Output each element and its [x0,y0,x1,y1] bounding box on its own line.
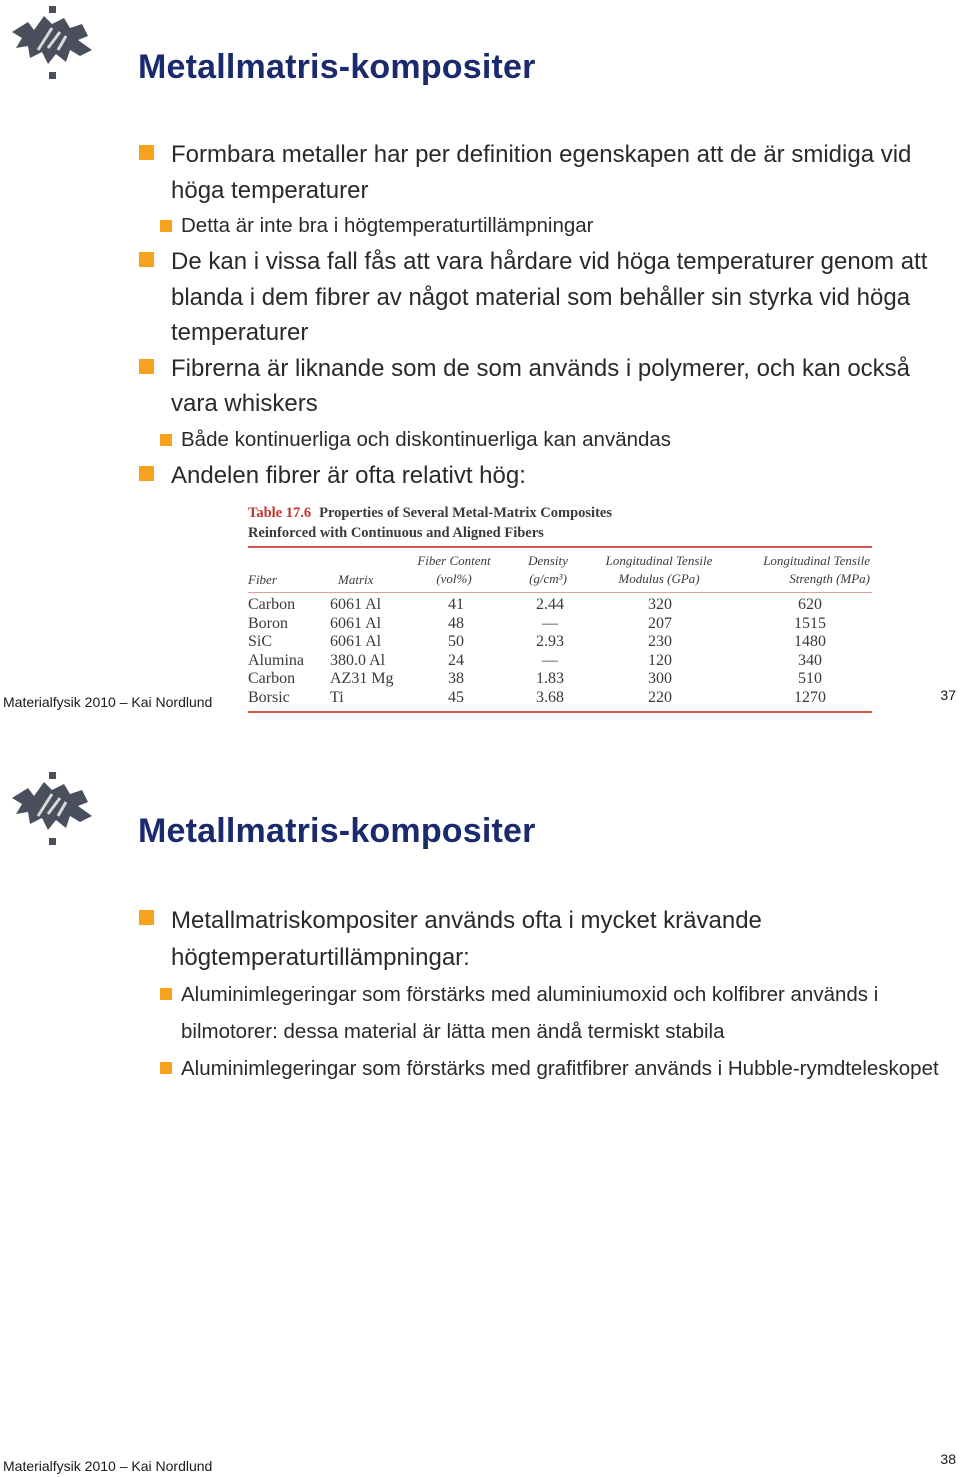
table-cell: 1515 [794,614,826,632]
footer-text: Materialfysik 2010 – Kai Nordlund [3,694,213,710]
table-cell: 380.0 Al [330,651,386,669]
table-cell: 50 [448,633,464,651]
table-cell: 320 [648,596,672,613]
table-cell: Ti [330,688,344,706]
table-cell: 45 [448,688,464,706]
header-matrix: Matrix [338,572,374,587]
page-number: 37 [940,687,956,703]
sub-bullet-item: Aluminimlegeringar som förstärks med aluminiumoxid och kolfibrer används i bilmotorer: dessa material är lätta men ändå termiskt stabila [105,976,948,1050]
col-matrix [330,596,394,708]
sub-bullet-item: Både kontinuerliga och diskontinuerliga kan användas [105,422,948,458]
properties-table-figure [248,501,872,715]
table-number: Table 17.6 [248,505,312,521]
table-cell: 2.44 [536,596,564,613]
header-density-l2: (g/cm³) [529,571,567,586]
table-caption [248,503,612,543]
header-modulus-l1: Longitudinal Tensile [605,553,713,568]
table-bottom-rule [248,711,872,713]
table-cell: 48 [448,614,464,632]
table-top-rule [248,546,872,548]
table-cell: 24 [448,651,464,669]
bullet-item: Andelen fibrer är ofta relativt hög: [138,458,948,494]
col-strength [794,596,826,708]
header-fiber: Fiber [248,572,277,587]
table-cell: 41 [448,596,464,613]
table-cell: Boron [248,614,288,632]
header-modulus [596,552,722,588]
table-caption-line2: Reinforced with Continuous and Aligned Fibers [248,525,544,541]
header-density-l1: Density [528,553,568,568]
table-header-rule [248,592,872,593]
bullet-item: De kan i vissa fall fås att vara hårdare vid höga temperaturer genom att blanda i dem fibrer av något material som behåller sin styrka vid höga temperaturer [138,244,948,351]
table-cell: 6061 Al [330,633,382,651]
col-content [446,596,466,708]
table-cell: 510 [798,670,822,688]
university-logo-icon [8,2,96,84]
bullet-item: Formbara metaller har per definition egenskapen att de är smidiga vid höga temperaturer [138,137,948,208]
col-fiber [248,596,304,708]
table-cell: 1480 [794,633,826,651]
bullet-list [138,902,948,1087]
slide-title: Metallmatris-kompositer [138,48,536,86]
slide-38 [0,760,960,1477]
table-caption-line1: Properties of Several Metal-Matrix Composites [319,505,612,521]
table-cell: 6061 Al [330,596,382,613]
table-cell: 38 [448,670,464,688]
table-cell: 3.68 [536,688,564,706]
table-cell: 220 [648,688,672,706]
table-cell: Alumina [248,651,304,669]
table-cell: 1270 [794,688,826,706]
table-cell: 1.83 [536,670,564,688]
table-cell: 620 [798,596,822,613]
table-cell: 120 [648,651,672,669]
table-cell: Carbon [248,670,296,688]
header-density [510,552,586,588]
table-cell: Carbon [248,596,296,613]
col-modulus [646,596,674,708]
table-cell: 2.93 [536,633,564,651]
col-density [532,596,568,708]
table-cell: — [542,651,558,669]
header-fiber-content-l2: (vol%) [436,571,472,586]
header-fiber-content [408,552,500,588]
table-cell: AZ31 Mg [330,670,394,688]
table-cell: 300 [648,670,672,688]
sub-bullet-item: Aluminimlegeringar som förstärks med grafitfibrer används i Hubble-rymdteleskopet [105,1050,948,1087]
table-cell: — [542,614,558,632]
table-cell: 340 [798,651,822,669]
table-cell: SiC [248,633,273,651]
header-fiber-content-l1: Fiber Content [417,553,491,568]
header-modulus-l2: Modulus (GPa) [618,571,700,586]
bullet-list [138,137,948,493]
slide-title: Metallmatris-kompositer [138,812,536,850]
bullet-item: Fibrerna är liknande som de som används i polymerer, och kan också vara whiskers [138,351,948,422]
table-cell: 6061 Al [330,614,382,632]
sub-bullet-item: Detta är inte bra i högtemperaturtillämpningar [105,208,948,244]
header-strength-l2: Strength (MPa) [789,571,870,586]
bullet-item: Metallmatriskompositer används ofta i mycket krävande högtemperaturtillämpningar: [138,902,948,976]
header-strength [744,552,870,588]
slide-37 [0,0,960,720]
table-cell: 207 [648,614,672,632]
page-number: 38 [940,1451,956,1467]
table-cell: 230 [648,633,672,651]
header-strength-l1: Longitudinal Tensile [763,553,870,568]
footer-text: Materialfysik 2010 – Kai Nordlund [3,1458,213,1474]
table-cell: Borsic [248,688,290,706]
university-logo-icon [8,768,96,850]
